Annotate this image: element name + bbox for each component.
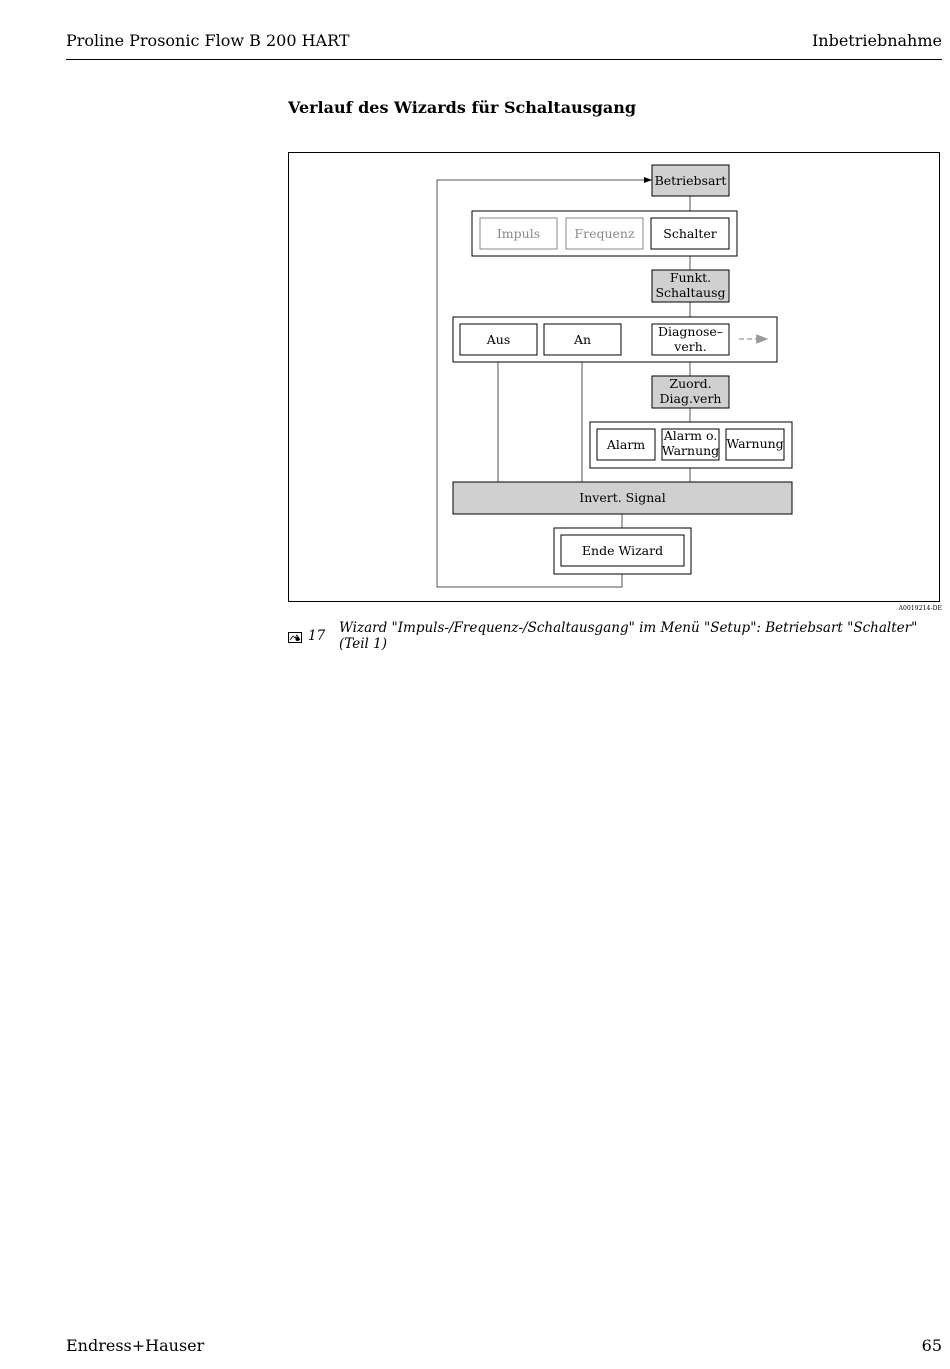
- node-betriebsart-label: Betriebsart: [654, 173, 727, 188]
- option-frequenz-label: Frequenz: [574, 226, 635, 241]
- node-zuord-label-2: Diag.verh: [659, 391, 722, 406]
- figure-frame: [288, 152, 940, 602]
- footer-brand: Endress+Hauser: [66, 1336, 205, 1355]
- option-alarm-label: Alarm: [606, 437, 646, 452]
- figure-caption: [288, 620, 950, 652]
- option-alarm-o-label-1: Alarm o.: [663, 428, 718, 443]
- header-rule: [66, 59, 942, 60]
- figure-icon: [288, 631, 302, 642]
- option-schalter-label: Schalter: [663, 226, 717, 241]
- node-funkt-label-1: Funkt.: [669, 270, 712, 285]
- option-aus-label: Aus: [486, 332, 511, 347]
- option-an-label: An: [573, 332, 592, 347]
- node-funkt-label-2: Schaltausg: [655, 285, 726, 300]
- caption-text: Wizard "Impuls-/Frequenz-/Schaltausgang" im Menü "Setup": Betriebsart "Schalter" (Teil 1): [339, 620, 918, 652]
- wizard-flow-diagram: [289, 153, 939, 601]
- node-ende-wizard-label: Ende Wizard: [581, 543, 664, 558]
- running-header-chapter: Inbetriebnahme: [811, 31, 942, 50]
- running-header-title: Proline Prosonic Flow B 200 HART: [66, 31, 350, 50]
- option-diag-label-2: verh.: [674, 339, 707, 354]
- node-invert-signal-label: Invert. Signal: [579, 490, 666, 505]
- option-diag-label-1: Diagnose–: [657, 324, 724, 339]
- section-title: Verlauf des Wizards für Schaltausgang: [288, 98, 637, 117]
- option-warnung-label: Warnung: [726, 436, 784, 451]
- figure-number: 17: [308, 628, 326, 644]
- page-number: 65: [921, 1336, 942, 1355]
- option-impuls-label: Impuls: [496, 226, 541, 241]
- figure-id: A0019214-DE: [898, 605, 942, 612]
- option-alarm-o-label-2: Warnung: [661, 443, 720, 458]
- node-zuord-label-1: Zuord.: [669, 376, 712, 391]
